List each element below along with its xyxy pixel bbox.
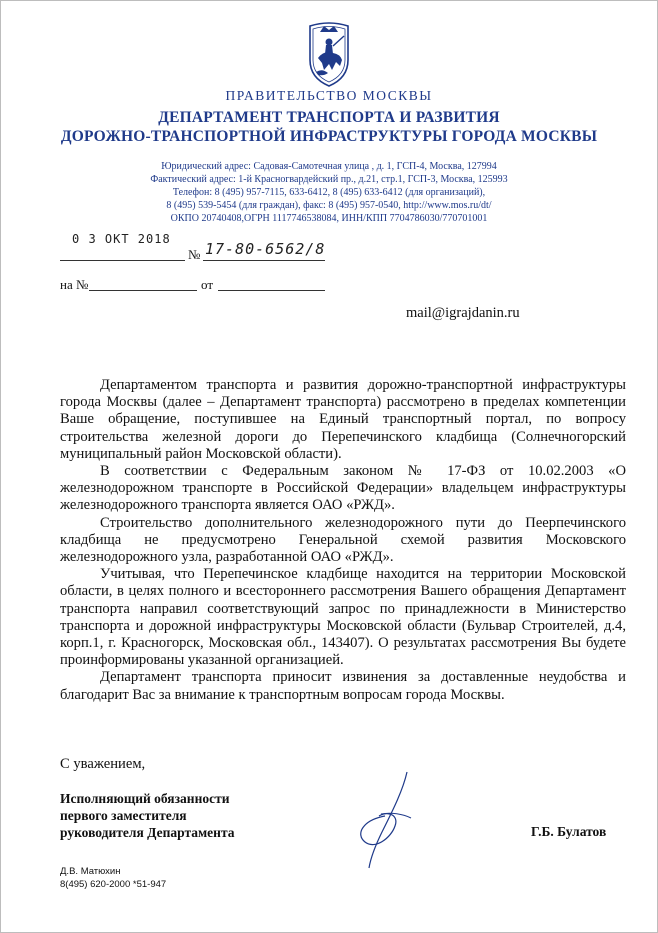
number-sign: №: [188, 247, 201, 262]
number-underline: [203, 260, 325, 261]
address-line: Телефон: 8 (495) 957-7115, 633-6412, 8 (495) 633-6412 (для организаций),: [172, 187, 486, 198]
closing-regards: С уважением,: [60, 756, 146, 772]
address-line: 8 (495) 539-5454 (для граждан), факс: 8 (495) 957-0540, http://www.mos.ru/dt/: [166, 200, 492, 211]
address-line: Фактический адрес: 1-й Красногвардейский пр., д.21, стр.1, ГСП-3, Москва, 125993: [150, 174, 508, 185]
executor-phone: 8(495) 620-2000 *51-947: [60, 879, 167, 890]
date-stamp: 0 3 ОКТ 2018: [72, 232, 171, 246]
body-paragraph: Департаментом транспорта и развития дорожно-транспортной инфраструктуры города Москвы (далее – Департамент транспорта) рассмотрено в пределах компетенции Ваше обращение, поступившее на Единый транспортный портал, по вопросу строительства железной дороги до Перепечинского кладбища (Солнечногорский муниципальный район Московской области).: [60, 377, 626, 462]
recipient-email: mail@igrajdanin.ru: [406, 305, 520, 321]
moscow-coat-of-arms-icon: [302, 20, 356, 88]
reply-number-underline: [89, 290, 197, 291]
body-paragraph: Учитывая, что Перепечинское кладбище находится на территории Московской области, в целях полного и всестороннего рассмотрения Вашего обращения Департамент транспорта направил соответствующий запрос по принадлежности в Министерство транспорта и дорожной инфраструктуры Московской области (Бульвар Строителей, д.4, корп.1, г. Красногорск, Московская обл., 143407). О результатах рассмотрения Вы будете проинформированы указанной организацией.: [60, 566, 626, 669]
government-title: ПРАВИТЕЛЬСТВО МОСКВЫ: [225, 88, 433, 103]
executor-name: Д.В. Матюхин: [60, 866, 121, 877]
reply-to-label: на №: [60, 277, 89, 292]
reply-from-label: от: [201, 277, 214, 292]
body-paragraph: Департамент транспорта приносит извинения за доставленные неудобства и благодарит Вас за внимание к транспортным вопросам города Москвы.: [60, 669, 626, 703]
body-paragraph: В соответствии с Федеральным законом № 17-ФЗ от 10.02.2003 «О железнодорожном транспорте в Российской Федерации» владельцем инфраструктуры железнодорожного транспорта является ОАО «РЖД».: [60, 463, 626, 514]
executor-info: [60, 865, 166, 891]
handwritten-signature: [345, 770, 425, 870]
signatory-title-line: первого заместителя: [60, 808, 187, 823]
signatory-name: Г.Б. Булатов: [531, 824, 607, 839]
date-underline: [60, 260, 185, 261]
body-paragraph: Строительство дополнительного железнодорожного пути до Пеерпечинского кладбища не предусмотрено Генеральной схемой развития Московского железнодорожного узла, разработанной ОАО «РЖД».: [60, 514, 626, 566]
letter-body: [60, 377, 626, 704]
signatory-title-line: Исполняющий обязанности: [60, 791, 230, 806]
department-title-line2: ДОРОЖНО-ТРАНСПОРТНОЙ ИНФРАСТРУКТУРЫ ГОРОДА МОСКВЫ: [60, 128, 598, 145]
address-line: Юридический адрес: Садовая-Самотечная улица , д. 1, ГСП-4, Москва, 127994: [161, 161, 497, 172]
signatory-title: [60, 790, 235, 841]
signatory-title-line: руководителя Департамента: [60, 825, 235, 840]
reply-date-underline: [218, 290, 325, 291]
registration-number: 17-80-6562/8: [205, 240, 326, 258]
address-line: ОКПО 20740408,ОГРН 1117746538084, ИНН/КПП 7704786030/770701001: [170, 213, 488, 224]
department-title-line1: ДЕПАРТАМЕНТ ТРАНСПОРТА И РАЗВИТИЯ: [158, 109, 500, 126]
